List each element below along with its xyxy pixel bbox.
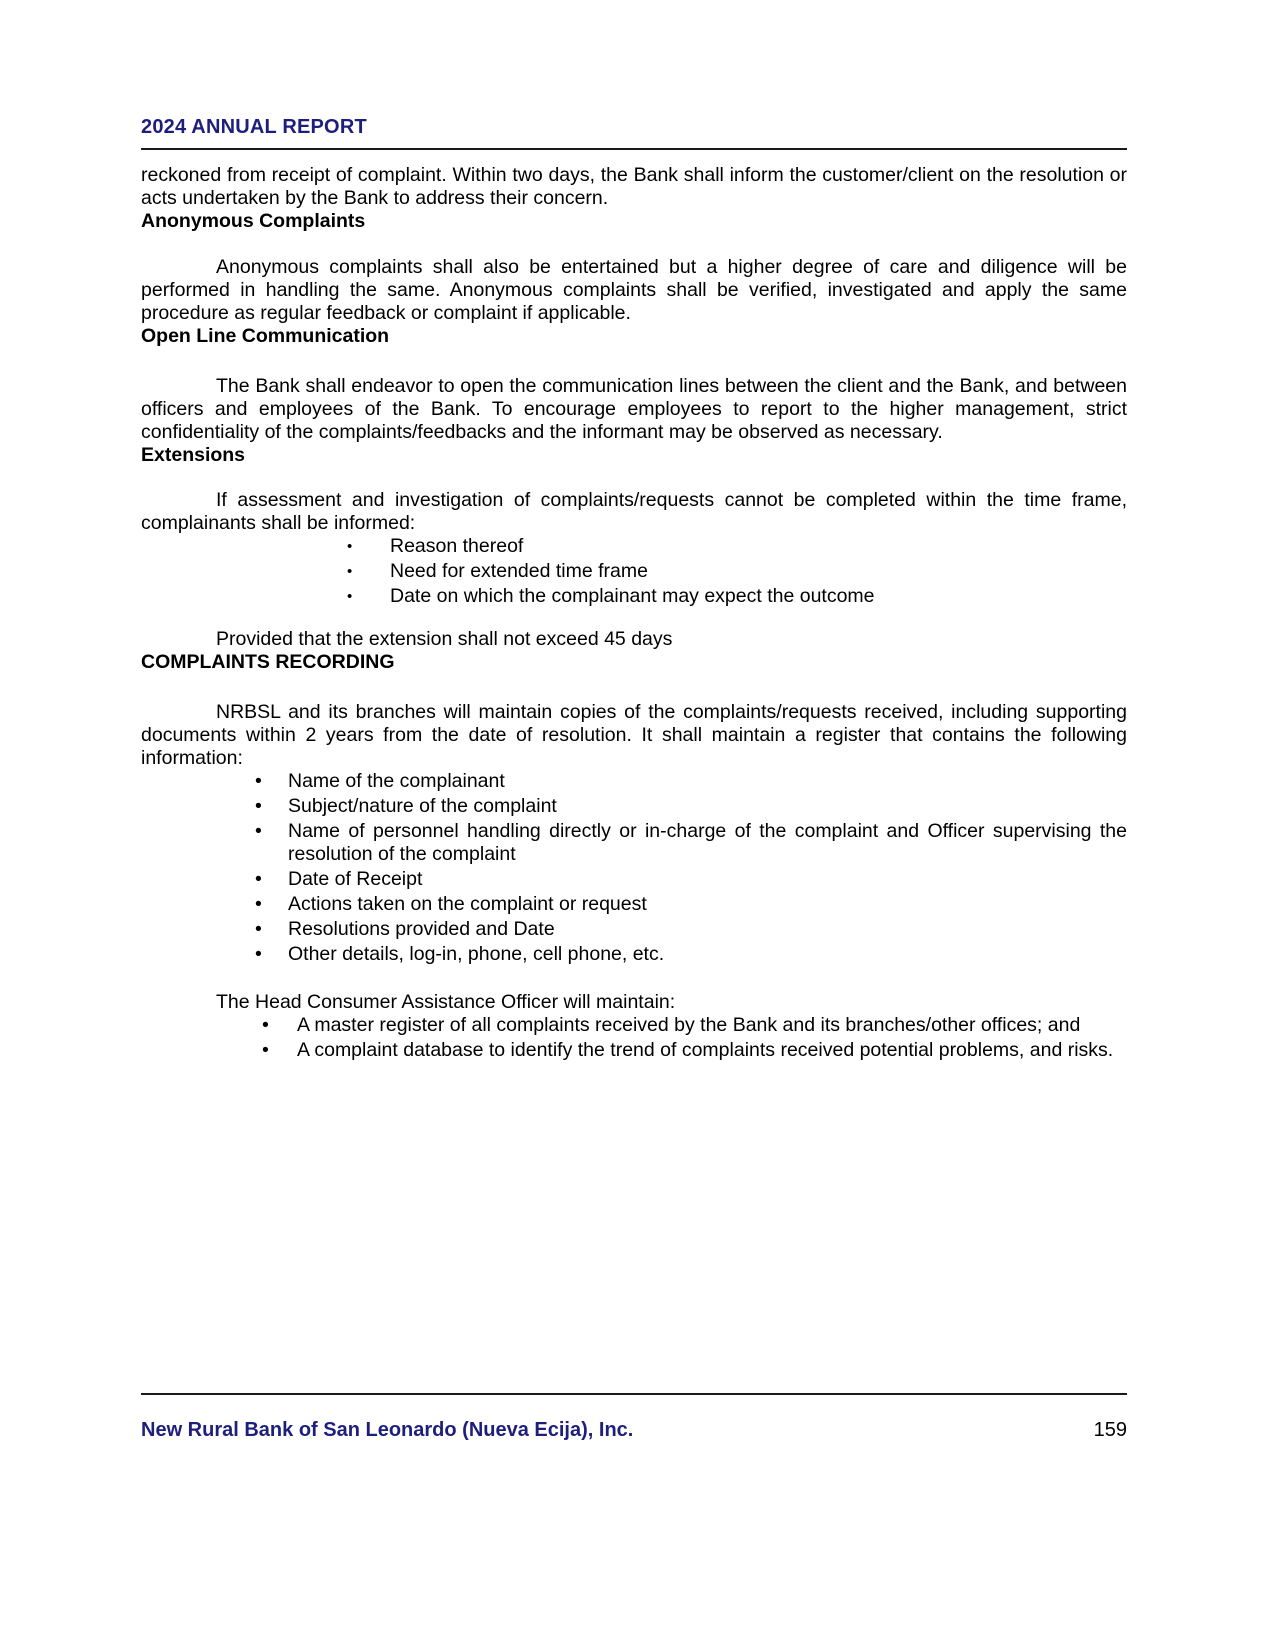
- list-item: • Name of personnel handling directly or in-charge of the complaint and Officer supervising the resolution of the complaint: [141, 820, 1127, 866]
- heading-open-line-communication: Open Line Communication: [141, 325, 390, 347]
- list-item: • Need for extended time frame: [141, 560, 1127, 583]
- list-item: • Other details, log-in, phone, cell phone, etc.: [141, 943, 1127, 966]
- heading-extensions: Extensions: [141, 444, 246, 466]
- list-item: • Reason thereof: [141, 535, 1127, 558]
- extension-limit-note: Provided that the extension shall not exceed 45 days: [216, 628, 673, 650]
- extensions-paragraph: If assessment and investigation of complaints/requests cannot be completed within the time frame, complainants shall be informed:: [141, 489, 1127, 534]
- open-line-communication-paragraph: The Bank shall endeavor to open the communication lines between the client and the Bank, and between officers and employees of the Bank. To encourage employees to report to the higher management, strict confidentiality of the complaints/feedbacks and the informant may be observed as necessary.: [141, 375, 1127, 443]
- page-footer: [141, 1393, 1127, 1442]
- list-item: • Name of the complainant: [141, 770, 1127, 793]
- heading-anonymous-complaints: Anonymous Complaints: [141, 210, 366, 232]
- head-officer-intro: The Head Consumer Assistance Officer will maintain:: [216, 991, 676, 1013]
- list-item: • A master register of all complaints received by the Bank and its branches/other offices; and: [141, 1014, 1127, 1037]
- intro-paragraph: reckoned from receipt of complaint. Within two days, the Bank shall inform the customer/client on the resolution or acts undertaken by the Bank to address their concern.: [141, 164, 1127, 209]
- complaints-recording-paragraph: NRBSL and its branches will maintain copies of the complaints/requests received, including supporting documents within 2 years from the date of resolution. It shall maintain a register that contains the following information:: [141, 701, 1127, 769]
- list-item: • Resolutions provided and Date: [141, 918, 1127, 941]
- page-number: 159: [1093, 1419, 1127, 1441]
- anonymous-complaints-paragraph: Anonymous complaints shall also be entertained but a higher degree of care and diligence will be performed in handling the same. Anonymous complaints shall be verified, investigated and apply the same procedure as regular feedback or complaint if applicable.: [141, 256, 1127, 324]
- report-title: 2024 ANNUAL REPORT: [141, 116, 367, 138]
- heading-complaints-recording: COMPLAINTS RECORDING: [141, 651, 395, 673]
- list-item: • A complaint database to identify the trend of complaints received potential problems, and risks.: [141, 1039, 1127, 1062]
- head-officer-maintain-list: [141, 1014, 1127, 1062]
- list-item: • Subject/nature of the complaint: [141, 795, 1127, 818]
- extensions-bullet-list: [141, 535, 1127, 608]
- footer-bank-name: New Rural Bank of San Leonardo (Nueva Ecija), Inc.: [141, 1419, 634, 1441]
- page-header: [141, 114, 1127, 150]
- list-item: • Actions taken on the complaint or request: [141, 893, 1127, 916]
- list-item: • Date of Receipt: [141, 868, 1127, 891]
- list-item: • Date on which the complainant may expect the outcome: [141, 585, 1127, 608]
- register-items-list: [141, 770, 1127, 966]
